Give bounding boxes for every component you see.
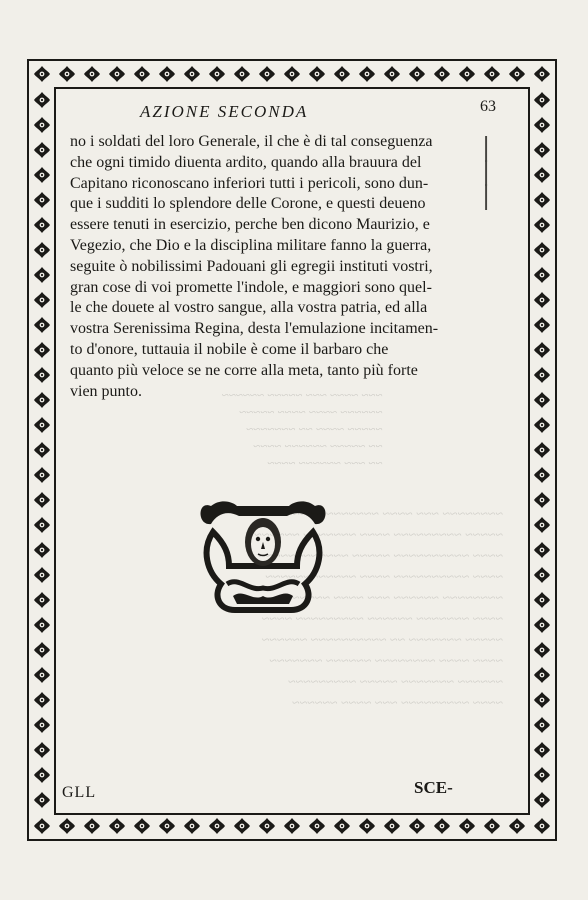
catchword: SCE- — [414, 778, 453, 797]
body-text — [70, 132, 470, 402]
bleed-through-verse: ~~~ ~~~~ ~~~ ~~~~~ ~~~~~~ ~~~~~~ ~~~~ ~~~~ ~~~~~ ~~~~~ ~~~~ ~~ ~~~~~~~ ~~ ~~~~~ ~~~~~~ ~~~~ ~~ ~~~ ~~~~~~ ~~~~ — [222, 387, 383, 470]
body-line: vostra Serenissima Regina, desta l'emulazione incitamen- — [70, 320, 439, 338]
body-line: Vegezio, che Dio e la disciplina militare fanno la guerra, — [70, 236, 432, 254]
body-line: vien punto. — [70, 382, 142, 400]
body-line: no i soldati del loro Generale, il che è di tal conseguenza — [70, 133, 433, 150]
body-line: Capitano riconoscano inferiori tutti i pericoli, sono dun- — [70, 174, 429, 192]
page-number: 63 — [480, 98, 496, 115]
body-line: essere tenuti in esercizio, perche ben dicono Maurizio, e — [70, 216, 430, 234]
body-line: gran cose di voi promette l'indole, e maggiori sono quel- — [70, 278, 432, 296]
running-head: AZIONE SECONDA — [140, 102, 309, 121]
body-line: quanto più veloce se ne corre alla meta, tanto più forte — [70, 361, 418, 379]
body-line: to d'onore, tuttauia il nobile è come il barbaro che — [70, 340, 389, 358]
signature-mark: GLL — [62, 784, 97, 801]
bleed-through-text: ~~~~~~~~ ~~~ ~~~~ ~~~~~~~~~ ~~~~~ ~~~ ~~~~~ ~~~~~~~~~ ~~~~ ~~~~~~~ ~~~~~~ ~~~~ ~~~~~~~~~~ ~~~~~ ~~~~~~~~~~~~ ~~~~ ~~~~~~~~~~ ~~~~ ~~~~~~~~~~~~ ~~~~~~~~ ~~~~~~ ~~~ ~~~~ ~~~~~~ ~~~~ ~~~~~~~ ~~~~~~ ~~~~~~~~~ ~~~~ ~~~~~ ~~~~~~~ ~~ ~~~~~~~~~~ ~~~~~~ ~~~~ ~~~~ ~~~~~~~~ ~~~~~~ ~~~~~~~ ~~~~~~ ~~~~~~~ ~~~~~ ~~~~~~~~~ ~~~~ ~~~~~~~~~ ~~~ ~~~~ ~~~~~~ — [243, 507, 503, 711]
body-line: que i sudditi lo splendore delle Corone, e questi deueno — [70, 195, 426, 213]
body-line: le che douete al vostro sangue, alla vostra patria, ed alla — [70, 299, 428, 317]
bleed-through-marks: | | | — [483, 132, 490, 211]
body-line: che ogni timido diuenta ardito, quando alla brauura del — [70, 153, 422, 171]
page-header — [140, 98, 496, 130]
body-line: seguite ò nobilissimi Padouani gli egregii instituti vostri, — [70, 257, 433, 275]
